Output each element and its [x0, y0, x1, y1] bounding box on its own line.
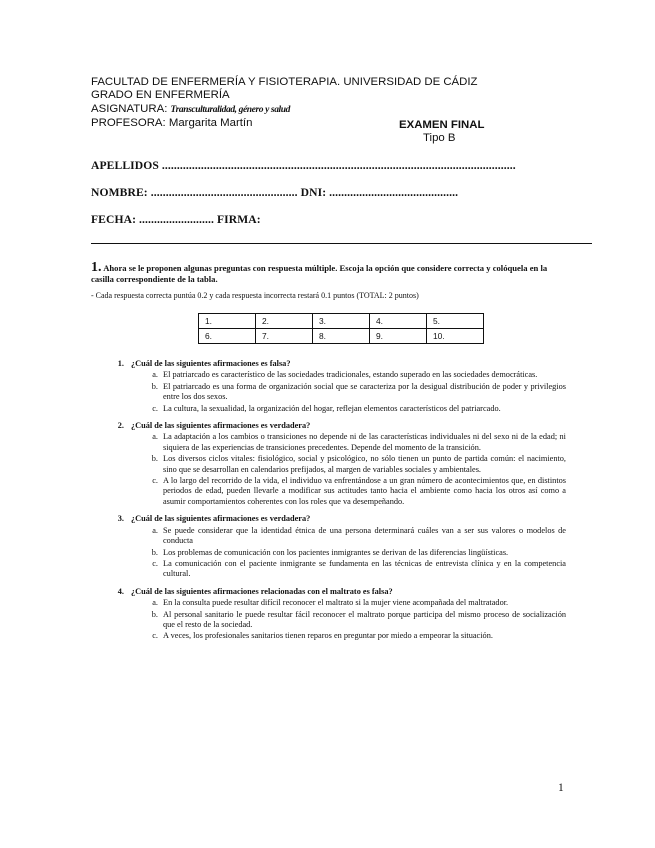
subject-value: Transculturalidad, género y salud [170, 104, 291, 115]
question-option [91, 526, 566, 547]
answer-row [199, 329, 484, 344]
question-option [91, 610, 566, 631]
question [91, 514, 566, 579]
question-number: 4. [117, 586, 124, 596]
header-block [91, 76, 591, 130]
section-1-number: 1. [91, 260, 102, 275]
question-option [91, 476, 566, 507]
answer-cell[interactable]: 3. [313, 314, 370, 329]
question-number: 2. [117, 421, 124, 431]
answer-cell[interactable]: 7. [256, 329, 313, 344]
question-list [91, 359, 566, 649]
teacher-line: PROFESORA: Margarita Martín [91, 116, 253, 129]
question-option [91, 598, 566, 608]
question-option [91, 454, 566, 475]
option-letter: c. [152, 631, 158, 641]
question-option [91, 432, 566, 453]
option-text: Al personal sanitario le puede resultar fácil reconocer el maltrato porque participa del mismo proceso de socialización que el resto de la sociedad. [163, 609, 566, 629]
question-option [91, 631, 566, 641]
answer-row [199, 314, 484, 329]
subject-label: ASIGNATURA: [91, 102, 171, 115]
scoring-note: - Cada respuesta correcta puntúa 0.2 y cada respuesta incorrecta restará 0.1 puntos (TOTAL: 2 puntos) [91, 291, 419, 300]
option-text: En la consulta puede resultar difícil reconocer el maltrato si la mujer viene acompañada del maltratador. [163, 598, 509, 608]
question [91, 421, 566, 507]
answer-cell[interactable]: 10. [427, 329, 484, 344]
question-option [91, 404, 566, 414]
option-letter: b. [151, 381, 158, 391]
question [91, 587, 566, 642]
option-letter: c. [152, 476, 158, 486]
answer-cell[interactable]: 9. [370, 329, 427, 344]
name-dni-field[interactable]: NOMBRE: ................................................. DNI: ........................................... [91, 186, 459, 199]
question-option [91, 370, 566, 380]
answer-cell[interactable]: 1. [199, 314, 256, 329]
option-letter: a. [152, 370, 158, 380]
option-text: Los diversos ciclos vitales: fisiológico, social y psicológico, no sólo tienen un punto de partida común: el nacimiento, sino que se desarrollan en calendarios prefijados, al margen de variables sociales y ambientales. [163, 454, 566, 474]
answer-cell[interactable]: 2. [256, 314, 313, 329]
option-letter: b. [151, 547, 158, 557]
date-signature-field[interactable]: FECHA: ......................... FIRMA: [91, 213, 261, 226]
option-text: A veces, los profesionales sanitarios tienen reparos en preguntar por miedo a empeorar la situación. [163, 631, 493, 641]
option-text: A lo largo del recorrido de la vida, el individuo va enfrentándose a un gran número de acontecimientos que, en distintos periodos de edad, pueden llevarle a modificar sus actitudes tanto hacia el ambiente como hacia los otros así como a asumir comportamientos coherentes con los roles que va desempeñando. [163, 476, 566, 506]
question-text: ¿Cuál de las siguientes afirmaciones es verdadera? [131, 514, 311, 524]
section-1-text: Ahora se le proponen algunas preguntas con respuesta múltiple. Escoja la opción que considere correcta y colóquela en la casilla correspondiente de la tabla. [91, 263, 548, 284]
option-letter: c. [152, 558, 158, 568]
question-option [91, 382, 566, 403]
surnames-field[interactable]: APELLIDOS ...................................................................................................................... [91, 159, 516, 172]
option-letter: a. [152, 525, 158, 535]
question-number: 1. [117, 359, 124, 368]
option-text: El patriarcado es característico de las sociedades tradicionales, estando superado en las sociedades democráticas. [163, 370, 538, 380]
question-option [91, 559, 566, 580]
section-1-instructions [91, 262, 561, 285]
option-letter: a. [152, 432, 158, 442]
option-letter: c. [152, 403, 158, 413]
exam-title: EXAMEN FINAL [399, 119, 485, 131]
page-number: 1 [558, 782, 564, 794]
question-text: ¿Cuál de las siguientes afirmaciones relacionadas con el maltrato es falsa? [131, 586, 393, 596]
answer-cell[interactable]: 8. [313, 329, 370, 344]
degree-line: GRADO EN ENFERMERÍA [91, 89, 230, 102]
option-letter: b. [151, 454, 158, 464]
answer-cell[interactable]: 6. [199, 329, 256, 344]
option-text: La cultura, la sexualidad, la organización del hogar, reflejan elementos característicos del patriarcado. [163, 403, 501, 413]
question [91, 359, 566, 414]
question-text: ¿Cuál de las siguientes afirmaciones es verdadera? [131, 421, 311, 431]
faculty-line: FACULTAD DE ENFERMERÍA Y FISIOTERAPIA. UNIVERSIDAD DE CÁDIZ [91, 76, 478, 88]
exam-type: Tipo B [423, 132, 456, 144]
option-text: Se puede considerar que la identidad étnica de una persona determinará cuáles van a ser sus valores o modelos de conducta [163, 525, 566, 546]
option-text: La adaptación a los cambios o transiciones no depende ni de las características individuales ni del sexo ni de la edad; ni siquiera de las experiencias de transiciones precedentes. Depende del momento de la transición. [163, 432, 566, 452]
option-letter: a. [152, 598, 158, 608]
answer-cell[interactable]: 4. [370, 314, 427, 329]
header-divider [91, 243, 592, 244]
answer-cell[interactable]: 5. [427, 314, 484, 329]
option-text: El patriarcado es una forma de organización social que se caracteriza por la desigual distribución de poder y privilegios entre los dos sexos. [163, 381, 566, 402]
option-text: Los problemas de comunicación con los pacientes inmigrantes se derivan de las diferencias lingüísticas. [163, 547, 509, 557]
option-letter: b. [151, 609, 158, 619]
answer-table [198, 313, 484, 344]
question-text: ¿Cuál de las siguientes afirmaciones es falsa? [131, 359, 291, 368]
option-text: La comunicación con el paciente inmigrante se fundamenta en las técnicas de entrevista clínica y en la competencia cultural. [163, 558, 566, 579]
question-number: 3. [117, 514, 124, 524]
subject-line [91, 103, 591, 117]
question-option [91, 548, 566, 558]
